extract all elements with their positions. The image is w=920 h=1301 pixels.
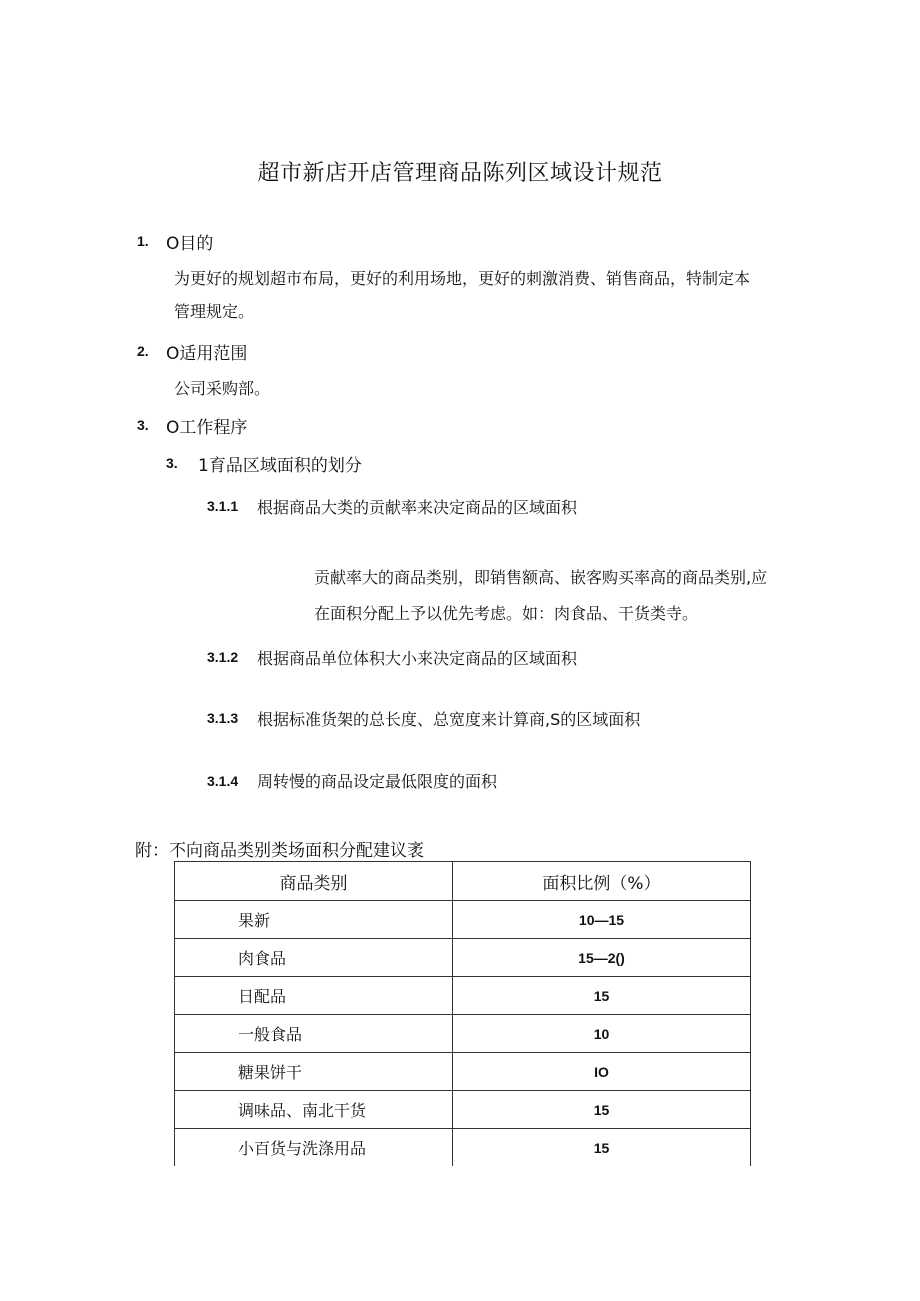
section-3-number: 3. xyxy=(137,417,149,433)
row-ratio: 15—2() xyxy=(453,939,751,977)
appendix-caption: 附：不向商品类别类场面积分配建议袤 xyxy=(135,841,424,861)
row-category: 调味品、南北干货 xyxy=(175,1091,453,1129)
section-3-heading: O工作程序 xyxy=(166,418,248,438)
row-category: 果新 xyxy=(175,901,453,939)
row-ratio: 10—15 xyxy=(453,901,751,939)
section-2-body: 公司采购部。 xyxy=(174,379,271,398)
row-ratio: 15 xyxy=(453,977,751,1015)
row-ratio: 15 xyxy=(453,1129,751,1167)
item-3-1-2-text: 根据商品单位体积大小来决定商品的区域面积 xyxy=(257,649,578,668)
table-row xyxy=(175,1015,751,1053)
table-row xyxy=(175,1129,751,1167)
table-row xyxy=(175,1053,751,1091)
row-category: 一般食品 xyxy=(175,1015,453,1053)
header-ratio: 面积比例（%） xyxy=(453,862,751,901)
table-row xyxy=(175,1091,751,1129)
row-category: 小百货与洗涤用品 xyxy=(175,1129,453,1167)
item-3-1-1-text: 根据商品大类的贡献率来决定商品的区域面积 xyxy=(257,498,578,517)
item-3-1-3-text: 根据标准货架的总长度、总宽度来计算商,S的区域面积 xyxy=(257,710,641,729)
row-category: 日配品 xyxy=(175,977,453,1015)
section-1-body-line2: 管理规定。 xyxy=(174,302,255,321)
item-3-1-4-text: 周转慢的商品设定最低限度的面积 xyxy=(257,772,498,791)
item-3-1-2-number: 3.1.2 xyxy=(207,649,239,665)
table-row xyxy=(175,977,751,1015)
row-ratio: 10 xyxy=(453,1015,751,1053)
row-category: 肉食品 xyxy=(175,939,453,977)
section-2-heading: O适用范围 xyxy=(166,344,248,364)
row-category: 糖果饼干 xyxy=(175,1053,453,1091)
row-ratio: 15 xyxy=(453,1091,751,1129)
note-line1: 贡献率大的商品类别，即销售额高、嵌客购买率高的商品类别,应 xyxy=(314,568,768,587)
table-row xyxy=(175,901,751,939)
page-title: 超市新店开店管理商品陈列区域设计规范 xyxy=(257,161,663,186)
section-1-heading: O目的 xyxy=(166,234,214,254)
note-line2: 在面积分配上予以优先考虑。如：肉食品、干货类寺。 xyxy=(314,604,699,623)
allocation-table xyxy=(174,861,751,1166)
section-1-body-line1: 为更好的规划超市布局，更好的利用场地，更好的刺激消费、销售商品，特制定本 xyxy=(174,269,751,288)
section-1-number: 1. xyxy=(137,233,149,249)
subsection-number: 3. xyxy=(166,455,178,471)
item-3-1-3-number: 3.1.3 xyxy=(207,710,239,726)
item-3-1-4-number: 3.1.4 xyxy=(207,773,239,789)
table-header-row xyxy=(175,862,751,901)
header-category: 商品类别 xyxy=(175,862,453,901)
section-2-number: 2. xyxy=(137,343,149,359)
table-row xyxy=(175,939,751,977)
item-3-1-1-number: 3.1.1 xyxy=(207,498,239,514)
subsection-heading: 1育品区域面积的划分 xyxy=(198,456,362,476)
row-ratio: IO xyxy=(453,1053,751,1091)
